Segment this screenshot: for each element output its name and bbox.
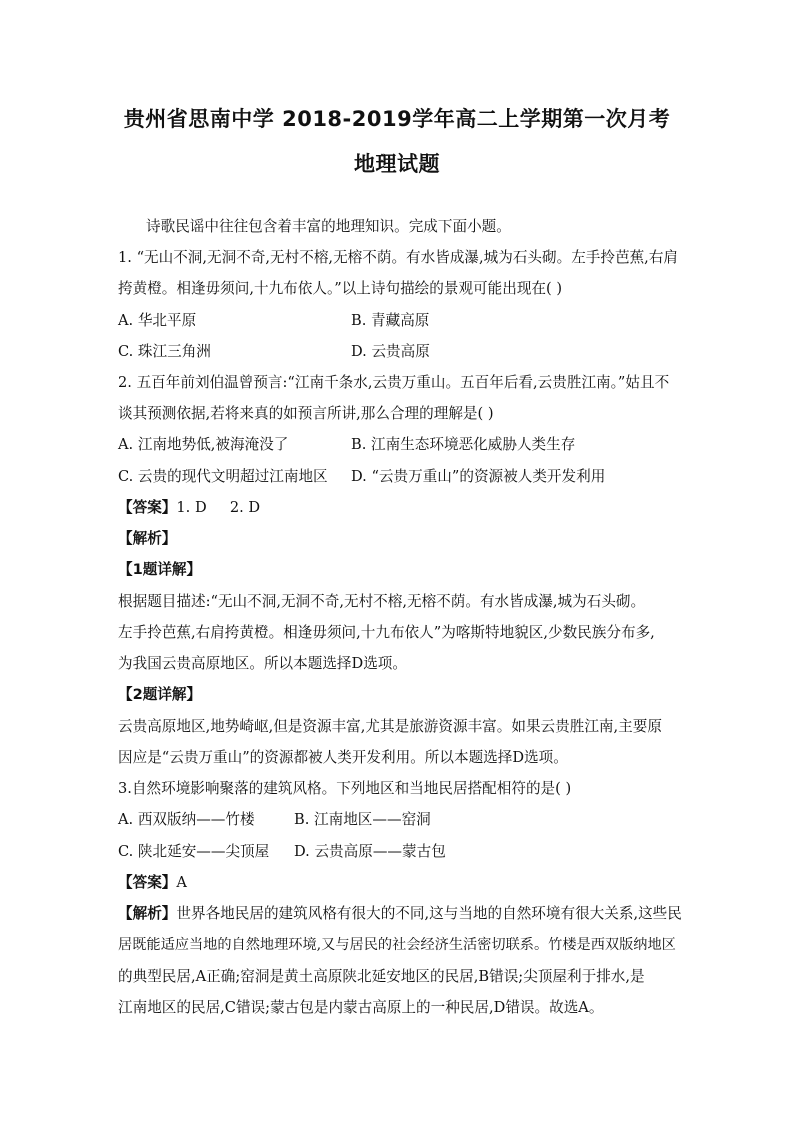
question-2-line-2: 谈其预测依据,若将来真的如预言所讲,那么合理的理解是( ) bbox=[118, 405, 494, 422]
question-1-line-2: 挎黄橙。相逢毋须问,十九布依人。”以上诗句描绘的景观可能出现在( ) bbox=[118, 280, 563, 297]
detail-2-line-2: 因应是“云贵万重山”的资源都被人类开发利用。所以本题选择D选项。 bbox=[118, 749, 568, 766]
question-1-option-b: B. 青藏高原 bbox=[351, 312, 430, 329]
question-3-stem: 3.自然环境影响聚落的建筑风格。下列地区和当地民居搭配相符的是( ) bbox=[118, 780, 572, 797]
question-3-option-d: D. 云贵高原——蒙古包 bbox=[294, 843, 446, 860]
detail-1-line-3: 为我国云贵高原地区。所以本题选择D选项。 bbox=[118, 655, 407, 672]
exam-subject-title: 地理试题 bbox=[354, 152, 440, 176]
question-3-option-b: B. 江南地区——窑洞 bbox=[294, 811, 431, 828]
detail-1-label: 【1题详解】 bbox=[118, 561, 202, 578]
detail-2-label: 【2题详解】 bbox=[118, 686, 202, 703]
answer-label: 【答案】 bbox=[118, 499, 177, 516]
analysis-3-text-1: 世界各地民居的建筑风格有很大的不同,这与当地的自然环境有很大关系,这些民 bbox=[176, 905, 682, 922]
analysis-3-line-3: 的典型民居,A正确;窑洞是黄土高原陕北延安地区的民居,B错误;尖顶屋利于排水,是 bbox=[118, 968, 645, 985]
answer-block-1 bbox=[118, 497, 683, 519]
question-2-line-1: 2. 五百年前刘伯温曾预言:“江南千条水,云贵万重山。五百年后看,云贵胜江南。”姑且不 bbox=[118, 374, 670, 391]
question-1-option-a: A. 华北平原 bbox=[118, 312, 197, 329]
question-3-option-a: A. 西双版纳——竹楼 bbox=[118, 811, 255, 828]
question-2-option-c: C. 云贵的现代文明超过江南地区 bbox=[118, 468, 328, 485]
question-1-option-c: C. 珠江三角洲 bbox=[118, 343, 211, 360]
answer-block-3 bbox=[118, 872, 683, 894]
question-2-option-d: D. “云贵万重山”的资源被人类开发利用 bbox=[351, 468, 606, 485]
answer-3-label: 【答案】 bbox=[118, 874, 177, 891]
question-1-option-d: D. 云贵高原 bbox=[351, 343, 430, 360]
analysis-3-label: 【解析】 bbox=[118, 905, 177, 922]
analysis-label: 【解析】 bbox=[118, 530, 177, 547]
intro-text: 诗歌民谣中往往包含着丰富的地理知识。完成下面小题。 bbox=[146, 218, 511, 235]
question-2-option-b: B. 江南生态环境恶化威胁人类生存 bbox=[351, 436, 576, 453]
exam-title: 贵州省思南中学 2018-2019学年高二上学期第一次月考 bbox=[123, 107, 671, 131]
question-3-option-c: C. 陕北延安——尖顶屋 bbox=[118, 843, 270, 860]
analysis-3-line-1 bbox=[118, 903, 683, 925]
question-2-option-a: A. 江南地势低,被海淹没了 bbox=[118, 436, 289, 453]
detail-1-line-1: 根据题目描述:“无山不洞,无洞不奇,无村不榕,无榕不荫。有水皆成瀑,城为石头砌。 bbox=[118, 593, 646, 610]
detail-1-line-2: 左手拎芭蕉,右肩挎黄橙。相逢毋须问,十九布依人”为喀斯特地貌区,少数民族分布多, bbox=[118, 624, 655, 641]
detail-2-line-1: 云贵高原地区,地势崎岖,但是资源丰富,尤其是旅游资源丰富。如果云贵胜江南,主要原 bbox=[118, 718, 662, 735]
analysis-3-line-4: 江南地区的民居,C错误;蒙古包是内蒙古高原上的一种民居,D错误。故选A。 bbox=[118, 999, 604, 1016]
question-1-line-1: 1. “无山不洞,无洞不奇,无村不榕,无榕不荫。有水皆成瀑,城为石头砌。左手拎芭蕉,右肩 bbox=[118, 249, 679, 266]
answer-3-text: A bbox=[176, 874, 187, 891]
answer-text: 1. D 2. D bbox=[176, 499, 261, 516]
analysis-3-line-2: 居既能适应当地的自然地理环境,又与居民的社会经济生活密切联系。竹楼是西双版纳地区 bbox=[118, 937, 676, 953]
